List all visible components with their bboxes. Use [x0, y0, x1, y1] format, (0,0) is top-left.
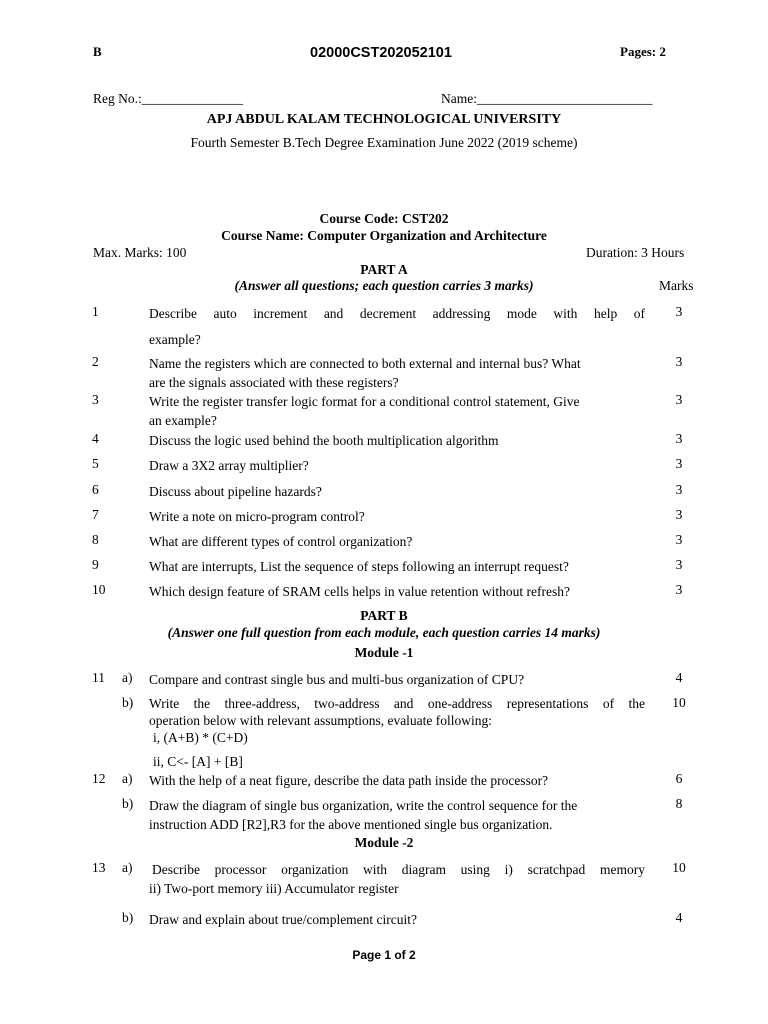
question-number: 6 [92, 482, 99, 497]
part-a-title: PART A [360, 262, 408, 277]
question-text: Discuss about pipeline hazards? [149, 484, 322, 499]
module-2-heading: Module -2 [354, 835, 414, 850]
subquestion-label: b) [122, 695, 134, 710]
question-text: Draw the diagram of single bus organization, write the control sequence for the instruction ADD [R2],R3 for the above mentioned single bus organization. [149, 798, 578, 832]
question-number: 12 [92, 771, 106, 786]
part-b-title: PART B [360, 608, 408, 623]
marks-header: Marks [659, 278, 694, 293]
question-number: 8 [92, 532, 99, 547]
question-marks: 3 [675, 431, 683, 446]
name-field: Name:__________________________ [441, 91, 653, 106]
question-marks: 3 [675, 482, 683, 497]
question-number: 4 [92, 431, 99, 446]
question-marks: 8 [675, 796, 683, 811]
question-marks: 4 [675, 670, 683, 685]
subquestion-label: a) [122, 670, 133, 685]
question-text: Write the register transfer logic format for a conditional control statement, Give an example? [149, 394, 580, 428]
page-count: Pages: 2 [620, 44, 666, 59]
question-text: Draw a 3X2 array multiplier? [149, 458, 309, 473]
paper-code: 02000CST202052101 [310, 45, 452, 61]
question-marks: 3 [675, 304, 683, 319]
question-text: What are different types of control organization? [149, 534, 413, 549]
question-marks: 3 [675, 392, 683, 407]
set-code: B [93, 44, 102, 59]
question-number: 3 [92, 392, 99, 407]
question-text: Describe auto increment and decrement addressing mode with help of example? [149, 306, 645, 347]
question-text: What are interrupts, List the sequence of steps following an interrupt request? [149, 559, 569, 574]
question-marks: 3 [675, 557, 683, 572]
question-text: Draw and explain about true/complement circuit? [149, 912, 418, 927]
question-number: 13 [92, 860, 106, 875]
question-number: 1 [92, 304, 99, 319]
question-text: Write the three-address, two-address and one-address representations of the operation below with relevant assumptions, evaluate following: i, (A+B) * (C+D) ii, C<- [A] + [B] [149, 696, 645, 769]
question-number: 7 [92, 507, 99, 522]
course-code: Course Code: CST202 [319, 211, 449, 226]
question-number: 11 [92, 670, 105, 685]
question-marks: 6 [675, 771, 683, 786]
question-text: Discuss the logic used behind the booth multiplication algorithm [149, 433, 499, 448]
duration: Duration: 3 Hours [586, 245, 685, 260]
question-number: 5 [92, 456, 99, 471]
subquestion-label: b) [122, 796, 134, 811]
subquestion-label: b) [122, 910, 134, 925]
max-marks: Max. Marks: 100 [93, 245, 187, 260]
part-a-instruction: (Answer all questions; each question carries 3 marks) [234, 278, 534, 293]
part-b-instruction: (Answer one full question from each module, each question carries 14 marks) [167, 625, 601, 640]
question-marks: 4 [675, 910, 683, 925]
question-marks: 10 [672, 860, 686, 875]
university-title: APJ ABDUL KALAM TECHNOLOGICAL UNIVERSITY [206, 112, 562, 127]
reg-no-field: Reg No.:_______________ [93, 91, 243, 106]
question-text: Write a note on micro-program control? [149, 509, 365, 524]
module-1-heading: Module -1 [354, 645, 414, 660]
question-text: Which design feature of SRAM cells helps in value retention without refresh? [149, 584, 571, 599]
question-marks: 3 [675, 354, 683, 369]
question-number: 2 [92, 354, 99, 369]
question-marks: 3 [675, 532, 683, 547]
question-number: 10 [92, 582, 106, 597]
question-text: Name the registers which are connected to both external and internal bus? What are the signals associated with these registers? [149, 356, 581, 390]
exam-title: Fourth Semester B.Tech Degree Examination June 2022 (2019 scheme) [190, 135, 578, 150]
question-text: Describe processor organization with diagram using i) scratchpad memory ii) Two-port memory iii) Accumulator register [149, 862, 645, 896]
question-text: With the help of a neat figure, describe the data path inside the processor? [149, 773, 549, 788]
question-marks: 3 [675, 582, 683, 597]
subquestion-label: a) [122, 860, 133, 875]
course-name: Course Name: Computer Organization and Architecture [221, 228, 547, 243]
page-number: Page 1 of 2 [352, 948, 416, 962]
question-marks: 3 [675, 456, 683, 471]
question-marks: 10 [672, 695, 686, 710]
subquestion-label: a) [122, 771, 133, 786]
question-number: 9 [92, 557, 99, 572]
question-text: Compare and contrast single bus and multi-bus organization of CPU? [149, 672, 525, 687]
question-marks: 3 [675, 507, 683, 522]
